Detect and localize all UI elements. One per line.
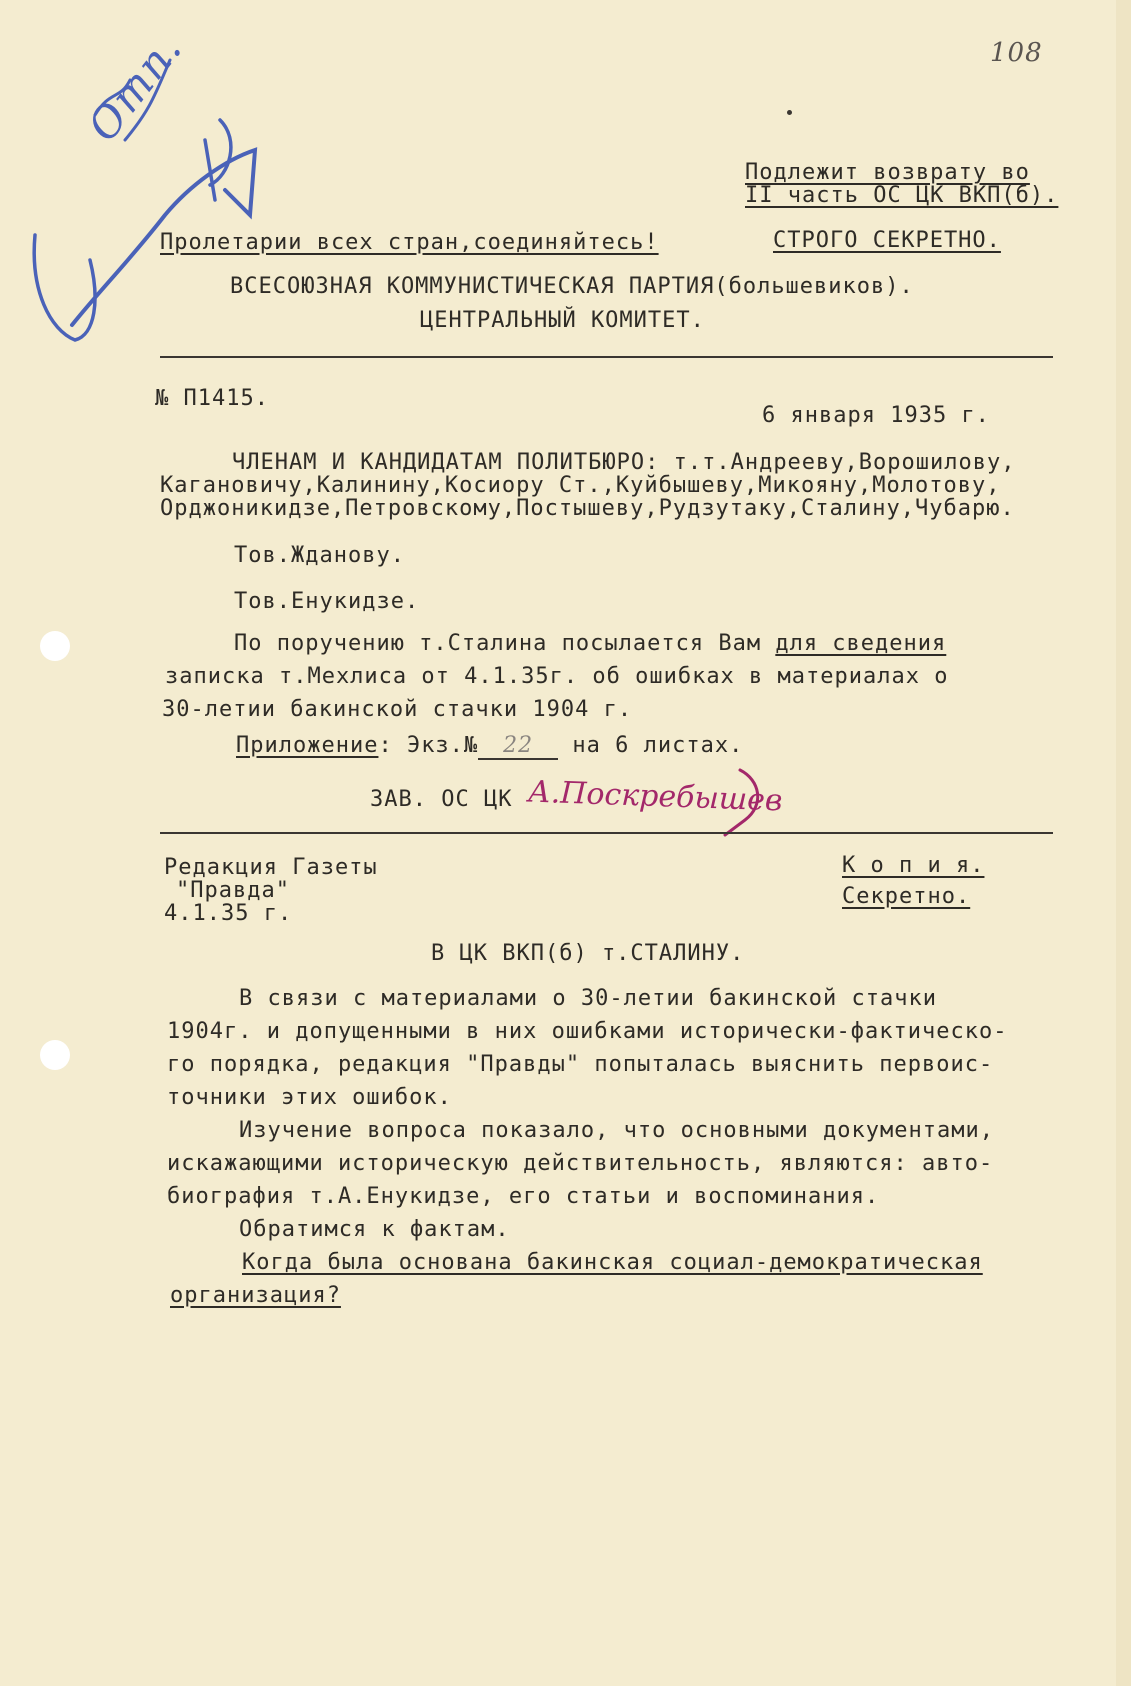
editorial-line-3: 4.1.35 г. (164, 901, 293, 926)
punch-hole-bottom (40, 1040, 70, 1070)
attachment-line (236, 733, 743, 760)
signature: А.Поскребышев (527, 774, 784, 819)
document-number: № П1415. (155, 386, 269, 411)
letter-line-1: В связи с материалами о 30-летии бакинской стачки (239, 986, 938, 1011)
letter-title: В ЦК ВКП(б) т.СТАЛИНУ. (431, 941, 745, 966)
party-name: ВСЕСОЮЗНАЯ КОММУНИСТИЧЕСКАЯ ПАРТИЯ(большевиков). (230, 274, 914, 299)
recipients-line-2: Кагановичу,Калинину,Косиору Ст.,Куйбышеву,Микояну,Молотову, (160, 473, 1001, 498)
editorial-line-2: "Правда" (176, 878, 290, 903)
letter-line-7: биография т.А.Енукидзе, его статьи и воспоминания. (167, 1184, 880, 1209)
ink-dot (787, 110, 792, 115)
return-note-line-2: II часть ОС ЦК ВКП(б). (745, 183, 1059, 208)
for-information: для сведения (775, 631, 947, 656)
addressee-enukidze: Тов.Енукидзе. (234, 589, 420, 614)
body-line-1 (234, 631, 946, 656)
attachment-label: Приложение (236, 733, 379, 758)
attachment-sheets: на 6 листах. (572, 733, 744, 758)
recipients-line-1: ЧЛЕНАМ И КАНДИДАТАМ ПОЛИТБЮРО: т.т.Андрееву,Ворошилову, (232, 450, 1016, 475)
letter-line-10 (170, 1283, 341, 1308)
classification: СТРОГО СЕКРЕТНО. (773, 228, 1001, 253)
signature-flourish (700, 760, 780, 840)
page-edge (1116, 0, 1131, 1686)
page-number: 108 (990, 38, 1043, 68)
document-date: 6 января 1935 г. (762, 403, 990, 428)
head-label: ЗАВ. ОС ЦК (370, 787, 513, 812)
editorial-line-1: Редакция Газеты (164, 855, 378, 880)
letter-question-underlined: организация? (170, 1283, 341, 1308)
secret-mark: Секретно. (842, 884, 971, 909)
slogan: Пролетарии всех стран,соединяйтесь! (160, 230, 659, 255)
body-line-3: 30-летии бакинской стачки 1904 г. (162, 697, 633, 722)
recipients-line-3: Орджоникидзе,Петровскому,Постышеву,Рудзутаку,Сталину,Чубарю. (160, 496, 1015, 521)
committee-name: ЦЕНТРАЛЬНЫЙ КОМИТЕТ. (420, 308, 705, 333)
body-line-1-text: По поручению т.Сталина посылается Вам (234, 631, 776, 656)
letter-line-6: искажающими историческую действительность, являются: авто- (167, 1151, 994, 1176)
letter-line-4: точники этих ошибок. (167, 1085, 452, 1110)
letter-line-2: 1904г. и допущенными в них ошибками исторически-фактическо- (167, 1019, 1008, 1044)
body-line-2: записка т.Мехлиса от 4.1.35г. об ошибках в материалах о (165, 664, 949, 689)
copy-number: 22 (478, 733, 558, 760)
letter-line-8: Обратимся к фактам. (239, 1217, 510, 1242)
letter-line-5: Изучение вопроса показало, что основными документами, (239, 1118, 994, 1143)
return-note-line-1: Подлежит возврату во (745, 160, 1030, 185)
copy-mark: К о п и я. (842, 853, 985, 878)
punch-hole-top (40, 631, 70, 661)
letter-line-3: го порядка, редакция "Правды" попыталась выяснить первоис- (167, 1052, 994, 1077)
header-rule (160, 356, 1053, 358)
section-rule (160, 832, 1053, 834)
addressee-zhdanov: Тов.Жданову. (234, 543, 405, 568)
handwritten-note: Отп. (78, 23, 193, 151)
letter-line-9: Когда была основана бакинская социал-демократическая (242, 1250, 983, 1275)
attachment-text: : Экз.№ (378, 733, 479, 758)
